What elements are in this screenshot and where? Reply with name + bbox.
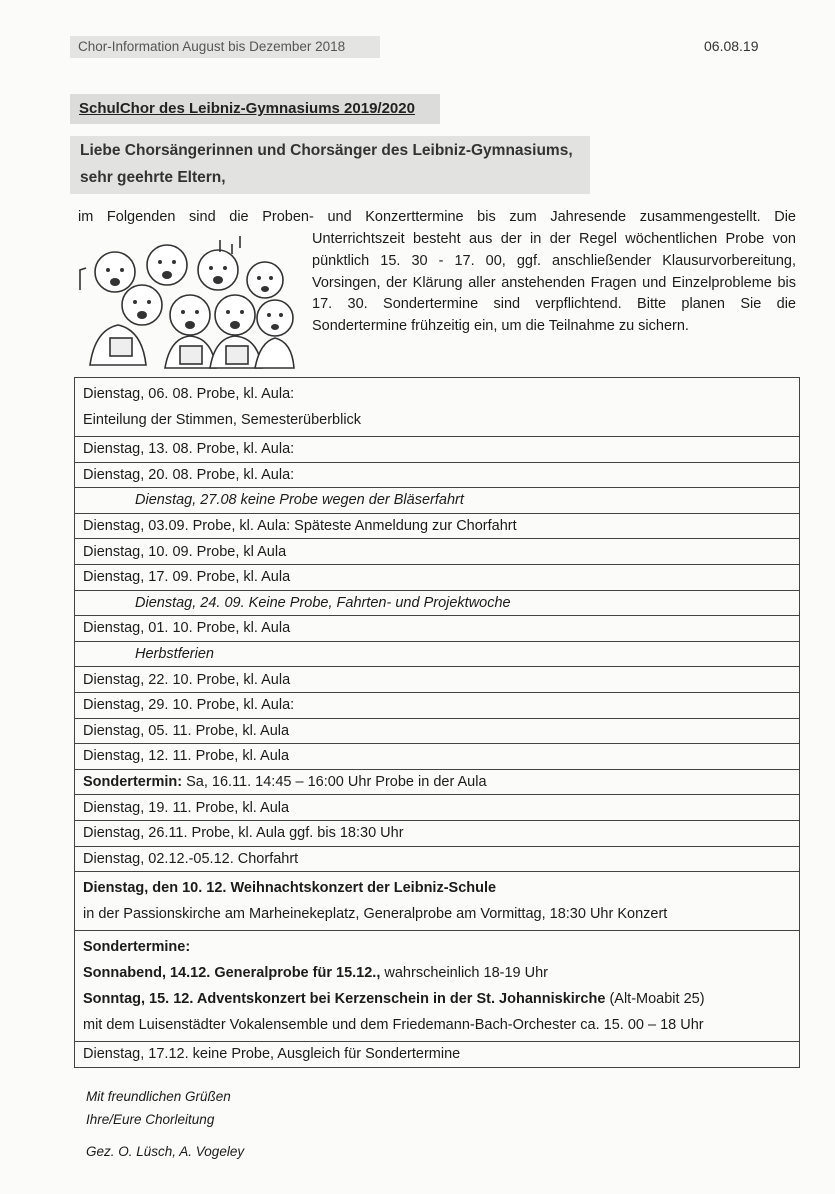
table-cell [75,872,800,931]
schedule-table [74,377,800,1068]
schedule-entry: Dienstag, 29. 10. Probe, kl. Aula: [75,692,800,718]
special-date-bold: Sonnabend, 14.12. Generalprobe für 15.12., [83,965,381,982]
schedule-entry: Dienstag, 05. 11. Probe, kl. Aula [75,718,800,744]
table-cell [75,931,800,1042]
table-row [75,488,800,514]
table-cell [75,769,800,795]
song-book [110,338,132,356]
special-date-rest: (Alt-Moabit 25) [605,991,705,1008]
schedule-entry: Herbstferien [75,641,800,667]
table-row [75,437,800,463]
schedule-entry: Dienstag, 12. 11. Probe, kl. Aula [75,744,800,770]
signature: Gez. O. Lüsch, A. Vogeley [86,1144,245,1159]
table-row [75,616,800,642]
special-date-label: Sondertermin: [83,774,183,791]
closing-line-1: Mit freundlichen Grüßen [86,1089,231,1104]
schedule-entry: Dienstag, 27.08 keine Probe wegen der Bläserfahrt [75,488,800,514]
special-date-line: mit dem Luisenstädter Vokalensemble und dem Friedemann-Bach-Orchester ca. 15. 00 – 18 Uhr [83,1017,704,1034]
singer-head [247,262,283,298]
table-row [75,590,800,616]
schedule-entry: Dienstag, 26.11. Probe, kl. Aula ggf. bis 18:30 Uhr [75,820,800,846]
schedule-entry: Dienstag, 17. 09. Probe, kl. Aula [75,564,800,590]
special-dates-heading: Sondertermine: [83,939,191,956]
closing-block [86,1085,231,1131]
choir-singers-illustration [70,230,296,370]
table-row [75,846,800,872]
table-row [75,513,800,539]
greeting-banner [70,136,590,194]
table-row [75,795,800,821]
schedule-entry: Dienstag, 24. 09. Keine Probe, Fahrten- und Projektwoche [75,590,800,616]
table-row [75,564,800,590]
table-row [75,378,800,437]
info-line-banner [70,36,380,58]
closing-line-2: Ihre/Eure Chorleitung [86,1112,215,1127]
table-row [75,641,800,667]
schedule-entry: Dienstag, 20. 08. Probe, kl. Aula: [75,462,800,488]
song-book [226,346,248,364]
page-title: SchulChor des Leibniz-Gymnasiums 2019/2020 [79,100,415,117]
schedule-entry: Dienstag, 02.12.-05.12. Chorfahrt [75,846,800,872]
concert-details: in der Passionskirche am Marheinekeplatz, Generalprobe am Vormittag, 18:30 Uhr Konzert [83,906,668,923]
schedule-entry: Dienstag, 13. 08. Probe, kl. Aula: [75,437,800,463]
info-line: Chor-Information August bis Dezember 2018 [78,39,346,54]
intro-paragraph: Unterrichtszeit besteht aus der in der Regel wöchentlichen Probe von pünktlich 15. 30 - 17. 00, ggf. anschließender Klausurvorbereitung, Vorsingen, der Klärung aller anstehenden Fragen und Einzelprobleme bis 17. 30. Sondertermine sind verpflichtend. Bitte planen Sie die Sondertermine frühzeitig ein, um die Teilnahme zu sichern. [312,231,796,335]
singer-head [257,300,293,336]
special-date-rest: wahrscheinlich 18-19 Uhr [380,965,548,982]
special-date-line [83,960,791,986]
schedule-entry: Dienstag, 17.12. keine Probe, Ausgleich für Sondertermine [75,1042,800,1068]
table-row [75,539,800,565]
greeting-line-2: sehr geehrte Eltern, [80,169,226,186]
title-banner [70,94,440,124]
schedule-entry: Dienstag, 01. 10. Probe, kl. Aula [75,616,800,642]
table-row [75,872,800,931]
schedule-entry-note: Einteilung der Stimmen, Semesterüberblick [83,412,362,428]
special-date-bold: Sonntag, 15. 12. Adventskonzert bei Kerzenschein in der St. Johanniskirche [83,991,606,1008]
song-book [180,346,202,364]
schedule-entry: Sa, 16.11. 14:45 – 16:00 Uhr Probe in der Aula [182,774,487,791]
greeting-line-1: Liebe Chorsängerinnen und Chorsänger des Leibniz-Gymnasiums, [80,142,573,159]
table-row [75,1042,800,1068]
table-row [75,820,800,846]
table-row [75,667,800,693]
table-row [75,718,800,744]
schedule-entry: Dienstag, 22. 10. Probe, kl. Aula [75,667,800,693]
schedule-entry: Dienstag, 03.09. Probe, kl. Aula: Späteste Anmeldung zur Chorfahrt [75,513,800,539]
table-cell [75,378,800,437]
schedule-entry: Dienstag, 19. 11. Probe, kl. Aula [75,795,800,821]
concert-entry: Dienstag, den 10. 12. Weihnachtskonzert der Leibniz-Schule [83,880,497,897]
table-row [75,462,800,488]
table-row [75,769,800,795]
music-note-icon [80,268,86,290]
table-row [75,931,800,1042]
special-date-line [83,986,791,1012]
table-row [75,744,800,770]
table-row [75,692,800,718]
singer-body [255,338,294,368]
intro-first-line: im Folgenden sind die Proben- und Konzerttermine bis zum Jahresende zusammengestellt. Die [78,209,796,225]
schedule-entry: Dienstag, 06. 08. Probe, kl. Aula: [83,386,295,402]
document-date: 06.08.19 [704,38,759,54]
schedule-entry: Dienstag, 10. 09. Probe, kl Aula [75,539,800,565]
